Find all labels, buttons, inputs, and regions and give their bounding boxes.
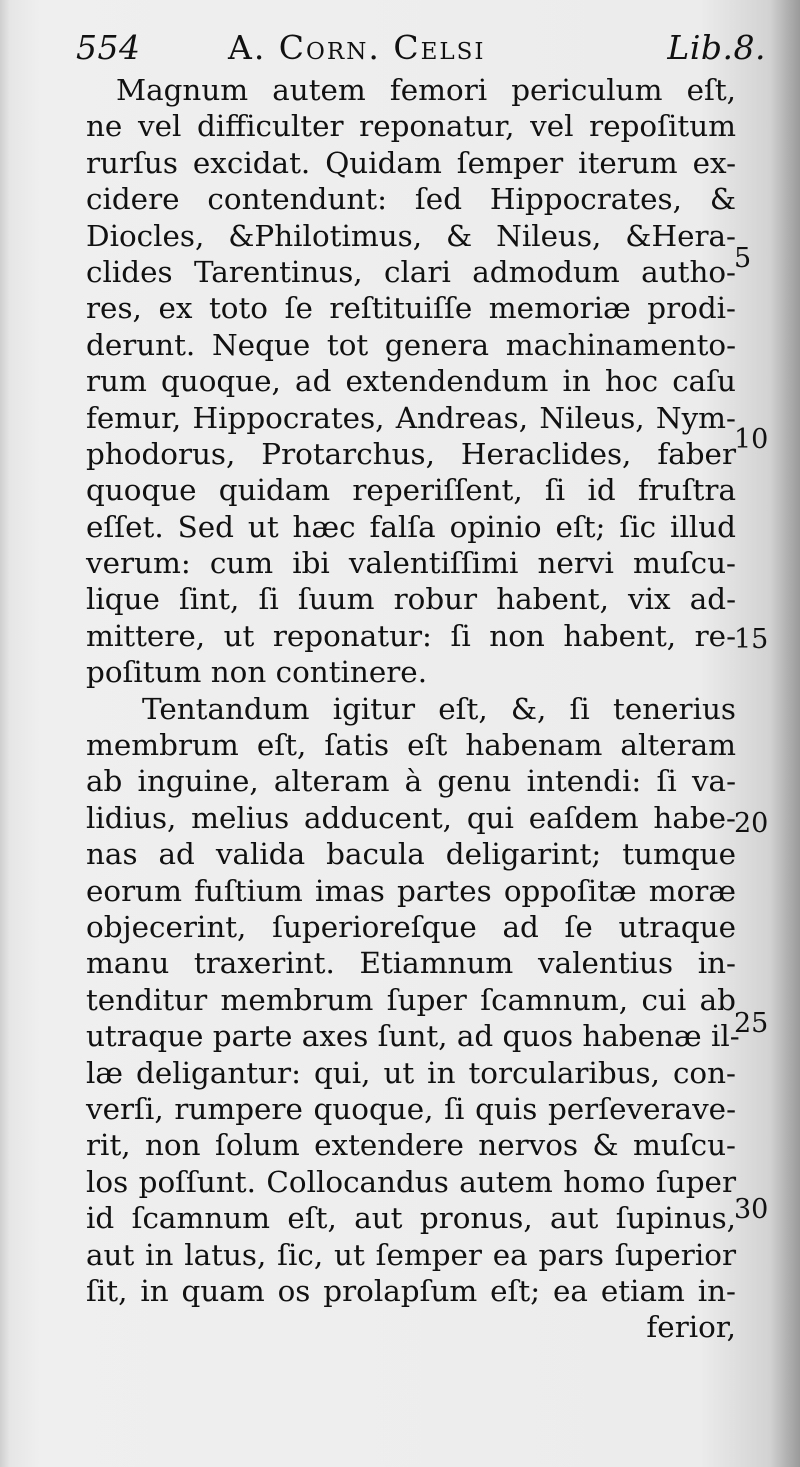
- text-line: objecerint, ſuperioreſque ad ſe utraque: [86, 909, 736, 944]
- catchword-line: ferior,: [646, 1310, 736, 1345]
- text-line: rum quoque, ad extendendum in hoc caſu: [86, 364, 736, 399]
- text-line: Diocles, &Philotimus, & Nileus, &Hera-: [86, 218, 736, 253]
- text-line: cidere contendunt: ſed Hippocrates, &: [86, 182, 736, 217]
- text-line: derunt. Neque tot genera machinamento-: [86, 327, 736, 362]
- text-line: verſi, rumpere quoque, ſi quis perſeverave-: [86, 1091, 736, 1126]
- text-line: poſitum non continere.: [86, 655, 428, 690]
- text-line: verum: cum ibi valentiſſimi nervi muſcu-: [86, 546, 736, 581]
- text-line: Tentandum igitur eſt, &, ſi tenerius: [142, 691, 736, 726]
- margin-line-number: 5: [734, 243, 752, 274]
- text-line: rurſus excidat. Quidam ſemper iterum ex-: [86, 145, 736, 180]
- text-line: res, ex toto ſe reſtituiſſe memoriæ prodi-: [86, 291, 736, 326]
- text-line: membrum eſt, ſatis eſt habenam alteram: [86, 728, 736, 763]
- text-line: id ſcamnum eſt, aut pronus, aut ſupinus,: [86, 1201, 736, 1236]
- text-line: Magnum autem femori periculum eſt,: [116, 73, 736, 107]
- text-line: aut in latus, ſic, ut ſemper ea pars ſuperior: [86, 1237, 736, 1272]
- text-line: eorum fuſtium imas partes oppoſitæ moræ: [86, 873, 736, 908]
- body-text: [86, 72, 740, 1346]
- text-line: rit, non ſolum extendere nervos & muſcu-: [86, 1128, 736, 1163]
- margin-line-number: 30: [734, 1194, 769, 1225]
- text-line: ne vel difficulter reponatur, vel repoſitum: [86, 109, 736, 144]
- gutter-shadow: [770, 0, 800, 1467]
- text-line: læ deligantur: qui, ut in torcularibus, con-: [86, 1055, 736, 1090]
- margin-line-number: 10: [734, 424, 769, 455]
- margin-line-number: 25: [734, 1008, 769, 1039]
- running-header: [76, 28, 766, 72]
- text-line: mittere, ut reponatur: ſi non habent, re-: [86, 618, 736, 653]
- text-line: femur, Hippocrates, Andreas, Nileus, Nym-: [86, 400, 736, 435]
- text-line: phodorus, Protarchus, Heraclides, faber: [86, 436, 736, 471]
- text-line: utraque parte axes ſunt, ad quos habenæ il-: [86, 1019, 740, 1054]
- text-line: nas ad valida bacula deligarint; tumque: [86, 837, 736, 872]
- text-line: los poſſunt. Collocandus autem homo ſuper: [86, 1164, 736, 1199]
- text-line: lique ſint, ſi ſuum robur habent, vix ad-: [86, 582, 736, 617]
- text-line: clides Tarentinus, clari admodum autho-: [86, 254, 736, 289]
- running-title: A. Corn. Celsi: [228, 28, 486, 67]
- text-line: tenditur membrum ſuper ſcamnum, cui ab: [86, 982, 736, 1017]
- text-line: quoque quidam reperiſſent, ſi id fruſtra: [86, 473, 736, 508]
- page-number: 554: [76, 28, 141, 67]
- margin-line-number: 15: [734, 624, 769, 655]
- text-line: eſſet. Sed ut hæc falſa opinio eſt; ſic illud: [86, 509, 736, 544]
- text-line: lidius, melius adducent, qui eaſdem habe-: [86, 800, 736, 835]
- margin-line-number: 20: [734, 808, 769, 839]
- book-reference: Lib.8.: [667, 28, 766, 67]
- text-line: manu traxerint. Etiamnum valentius in-: [86, 946, 736, 981]
- text-line: ab inguine, alteram à genu intendi: ſi va-: [86, 764, 736, 799]
- text-line: ſit, in quam os prolapſum eſt; ea etiam in-: [86, 1273, 736, 1308]
